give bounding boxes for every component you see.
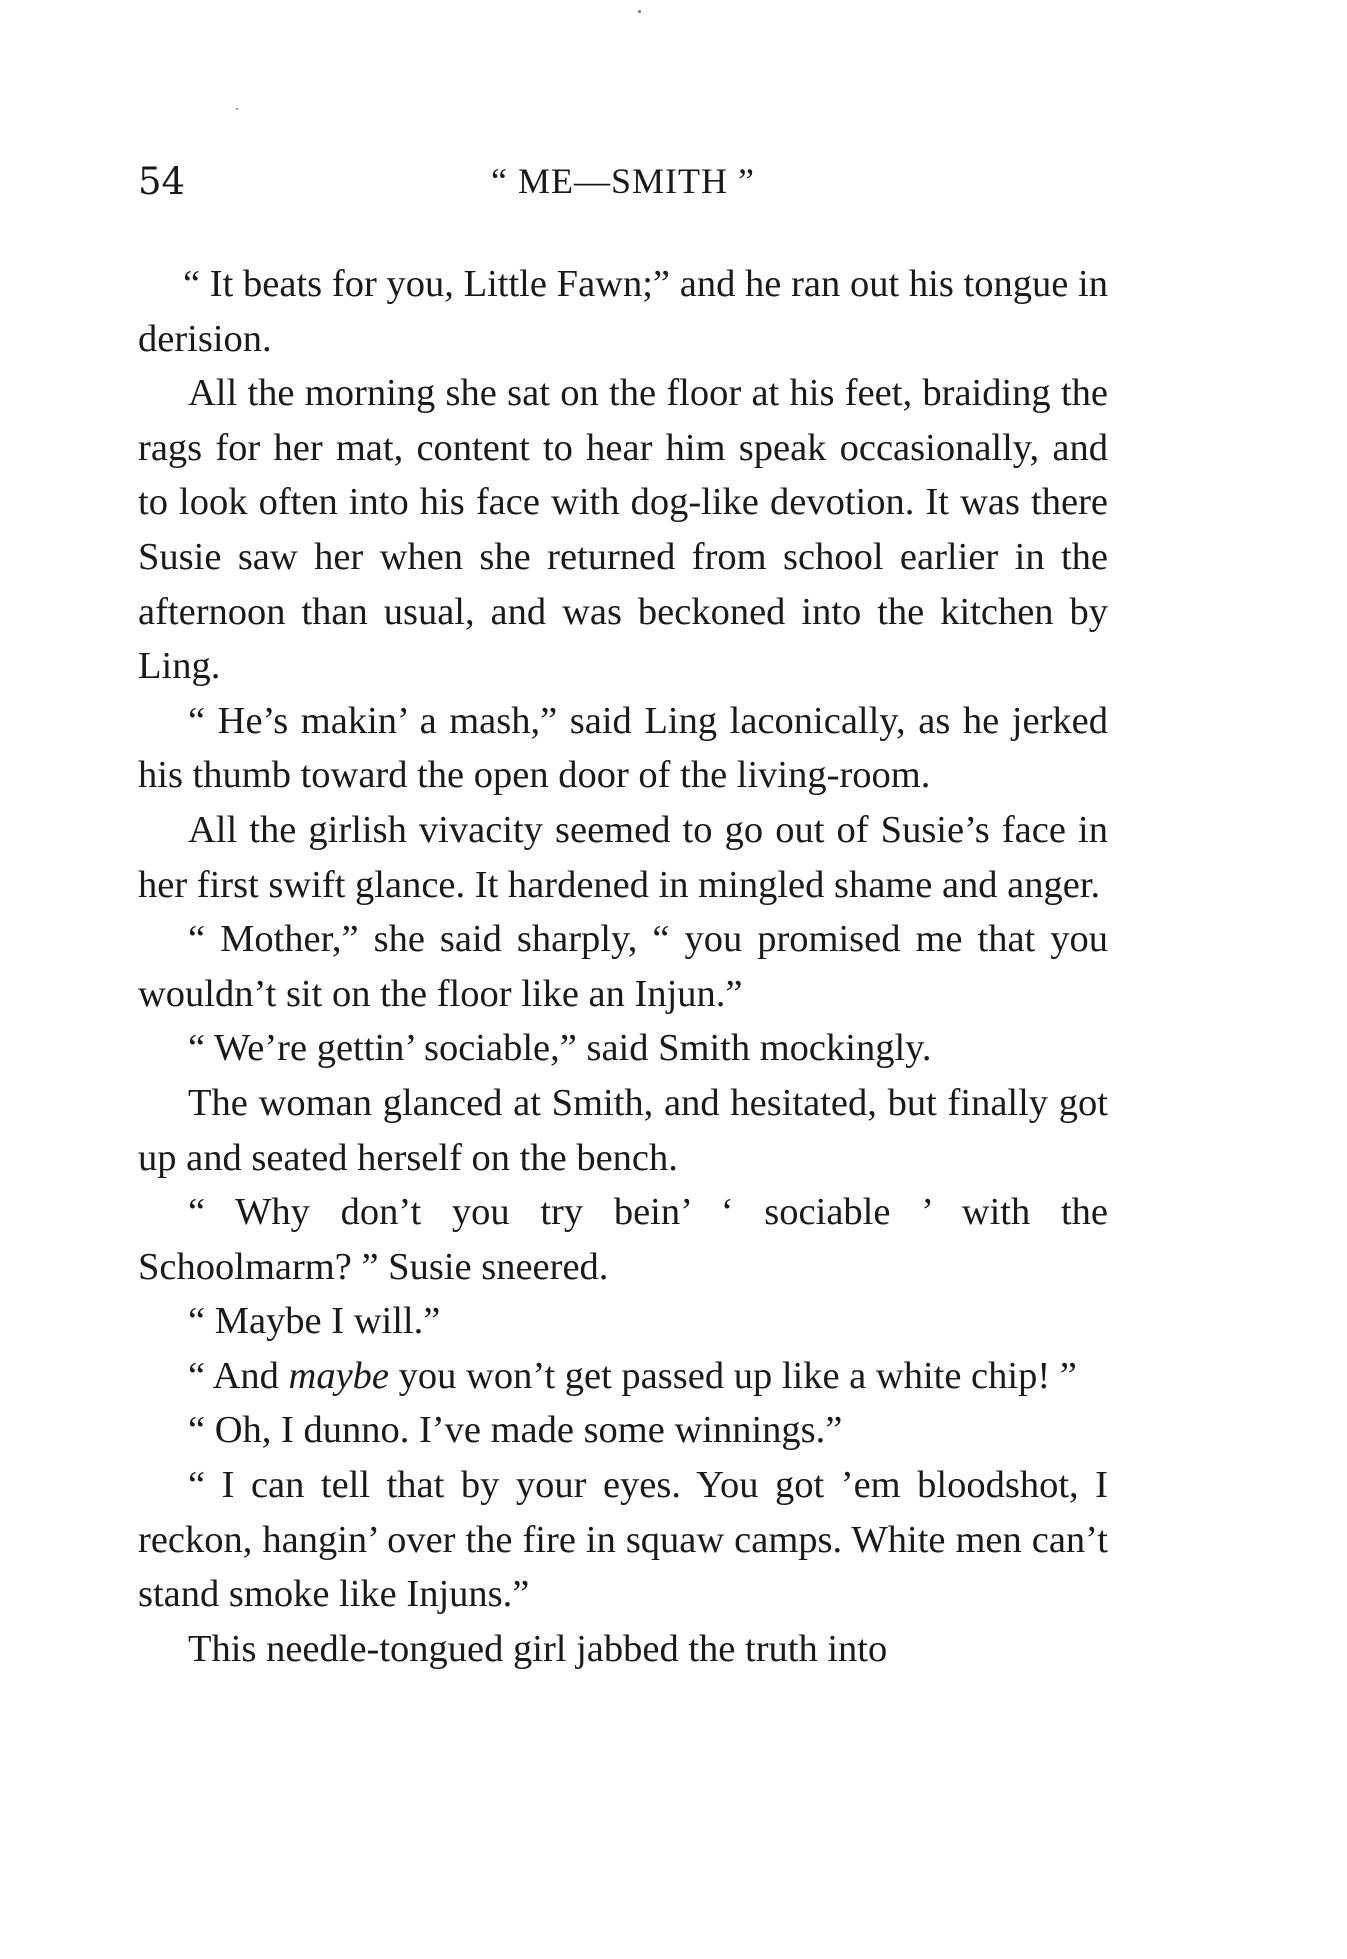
- paragraph: “ I can tell that by your eyes. You got ’em bloodshot, I reckon, hangin’ over the fire in squaw camps. White men can’t stand smoke like Injuns.”: [138, 1464, 1108, 1616]
- paragraph: “ It beats for you, Little Fawn;” and he ran out his tongue in derision.: [138, 263, 1108, 360]
- body-text: [138, 257, 1108, 1676]
- page-number: 54: [138, 160, 186, 203]
- paragraph: “ We’re gettin’ sociable,” said Smith mockingly.: [188, 1027, 932, 1070]
- paragraph: “ Oh, I dunno. I’ve made some winnings.”: [188, 1409, 843, 1452]
- paragraph: “ Maybe I will.”: [188, 1300, 441, 1343]
- paper-speck: [638, 10, 641, 13]
- paragraph: This needle-tongued girl jabbed the truth into: [188, 1627, 888, 1670]
- paragraph: [138, 1349, 1108, 1404]
- paragraph: “ Mother,” she said sharply, “ you promised me that you wouldn’t sit on the floor like an Injun.”: [138, 918, 1108, 1015]
- paragraph: All the girlish vivacity seemed to go out of Susie’s face in her first swift glance. It hardened in mingled shame and anger.: [138, 808, 1108, 906]
- paragraph: “ He’s makin’ a mash,” said Ling laconically, as he jerked his thumb toward the open door of the living-room.: [138, 699, 1108, 797]
- paper-speck: [236, 108, 238, 110]
- text-run: “ And: [188, 1354, 289, 1397]
- running-title: “ ME—SMITH ”: [491, 161, 755, 201]
- paragraph: All the morning she sat on the floor at his feet, braiding the rags for her mat, content to hear him speak occasionally, and to look often into his face with dog-like devotion. It was there Susie saw her when she returned from school earlier in the afternoon than usual, and was beckoned into the kitchen by Ling.: [138, 372, 1108, 688]
- italic-text: maybe: [288, 1354, 390, 1397]
- paragraph: “ Why don’t you try bein’ ‘ sociable ’ with the Schoolmarm? ” Susie sneered.: [138, 1191, 1108, 1288]
- text-run: you won’t get passed up like a white chip! ”: [389, 1354, 1077, 1397]
- paragraph: The woman glanced at Smith, and hesitated, but finally got up and seated herself on the bench.: [138, 1081, 1108, 1179]
- page-header: [138, 160, 1108, 212]
